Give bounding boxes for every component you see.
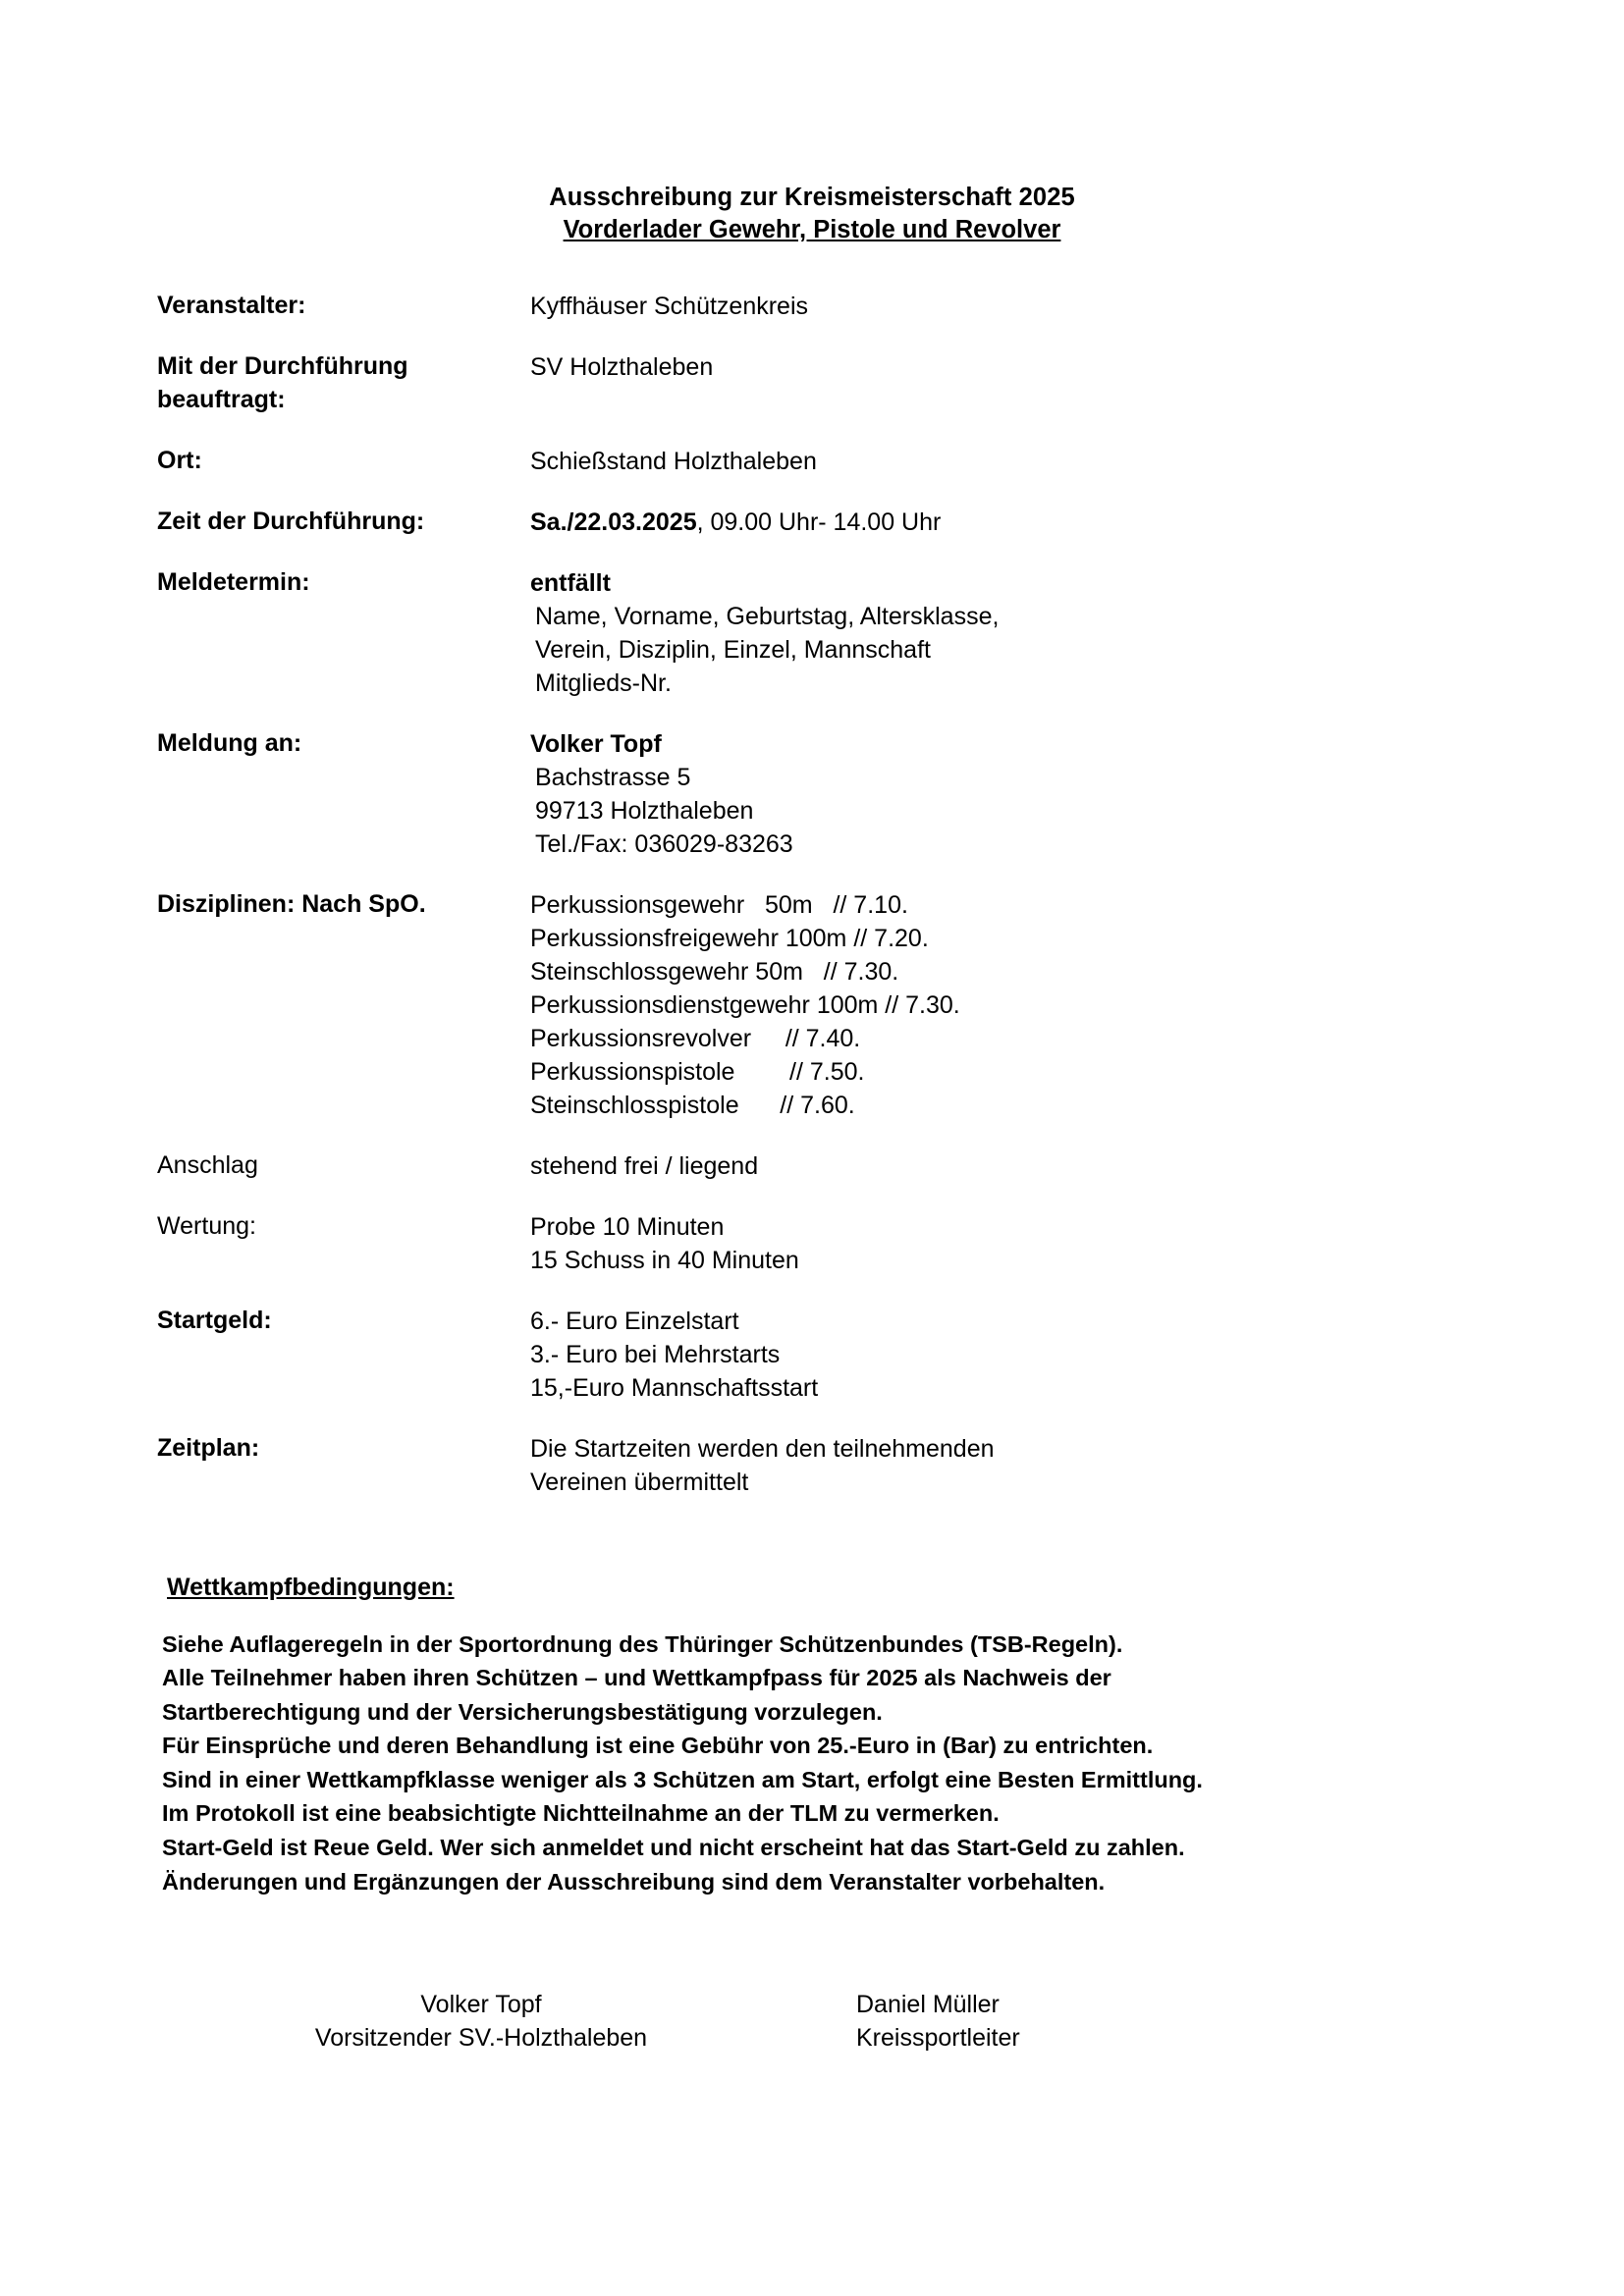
detail-row bbox=[157, 1432, 1467, 1499]
detail-value-line: 6.- Euro Einzelstart bbox=[530, 1307, 739, 1335]
conditions-line: Siehe Auflageregeln in der Sportordnung des Thüringer Schützenbundes (TSB-Regeln). bbox=[162, 1630, 1123, 1657]
detail-row-label: Wertung: bbox=[157, 1211, 256, 1240]
title-line-1: Ausschreibung zur Kreismeisterschaft 2025 bbox=[549, 184, 1075, 211]
detail-value-line: Steinschlosspistole // 7.60. bbox=[530, 1091, 855, 1119]
detail-value-line: Tel./Fax: 036029-83263 bbox=[535, 829, 793, 858]
signature-left-name: Volker Topf bbox=[420, 1991, 542, 2019]
detail-value-line: 15,-Euro Mannschaftsstart bbox=[530, 1373, 819, 1402]
conditions-heading: Wettkampfbedingungen: bbox=[167, 1573, 455, 1601]
detail-row-label: Anschlag bbox=[157, 1150, 258, 1179]
conditions-line: Start-Geld ist Reue Geld. Wer sich anmeldet und nicht erscheint hat das Start-Geld zu zahlen. bbox=[162, 1834, 1185, 1860]
detail-row-value bbox=[530, 1210, 1467, 1277]
detail-row-value bbox=[530, 350, 1467, 384]
detail-row bbox=[157, 290, 1467, 323]
detail-row-label: Veranstalter: bbox=[157, 292, 306, 320]
detail-value-rest: , 09.00 Uhr- 14.00 Uhr bbox=[696, 507, 942, 536]
signature-left bbox=[157, 1989, 795, 2055]
detail-row-label: Startgeld: bbox=[157, 1306, 272, 1334]
detail-row-value bbox=[530, 1149, 1467, 1183]
conditions-line: Änderungen und Ergänzungen der Ausschreibung sind dem Veranstalter vorbehalten. bbox=[162, 1868, 1106, 1895]
signature-right-role: Kreissportleiter bbox=[856, 2023, 1020, 2052]
signature-right bbox=[795, 1989, 1467, 2055]
detail-row-value bbox=[530, 506, 1467, 539]
detail-row bbox=[157, 566, 1467, 700]
conditions-line: Alle Teilnehmer haben ihren Schützen – und Wettkampfpass für 2025 als Nachweis der bbox=[162, 1665, 1111, 1691]
conditions-line: Sind in einer Wettkampfklasse weniger als 3 Schützen am Start, erfolgt eine Besten Ermittlung. bbox=[162, 1766, 1203, 1792]
detail-value-line: Perkussionspistole // 7.50. bbox=[530, 1057, 865, 1086]
detail-value-line: Probe 10 Minuten bbox=[530, 1212, 725, 1241]
detail-value-line: stehend frei / liegend bbox=[530, 1151, 759, 1180]
detail-value-line: Steinschlossgewehr 50m // 7.30. bbox=[530, 957, 899, 986]
detail-value-line: Schießstand Holzthaleben bbox=[530, 447, 817, 475]
detail-row-label: Meldetermin: bbox=[157, 567, 310, 596]
conditions-text bbox=[157, 1628, 1467, 1898]
signature-left-role: Vorsitzender SV.-Holzthaleben bbox=[314, 2023, 648, 2052]
detail-value-line: Bachstrasse 5 bbox=[535, 763, 691, 791]
detail-row bbox=[157, 350, 1467, 417]
detail-value-line: 15 Schuss in 40 Minuten bbox=[530, 1246, 799, 1274]
detail-row-label: Zeitplan: bbox=[157, 1433, 260, 1462]
conditions-line: Im Protokoll ist eine beabsichtigte Nichtteilnahme an der TLM zu vermerken. bbox=[162, 1800, 1000, 1827]
detail-value-emphasis: Sa./22.03.2025 bbox=[530, 507, 697, 536]
detail-row-value bbox=[530, 566, 1467, 700]
detail-row-value bbox=[530, 445, 1467, 478]
detail-value-line: Name, Vorname, Geburtstag, Altersklasse, bbox=[535, 602, 1000, 630]
detail-value-line: Verein, Disziplin, Einzel, Mannschaft bbox=[535, 635, 931, 664]
detail-row bbox=[157, 506, 1467, 539]
detail-value-emphasis: Volker Topf bbox=[530, 729, 662, 758]
detail-value-line: Perkussionsfreigewehr 100m // 7.20. bbox=[530, 924, 929, 952]
document-title bbox=[157, 182, 1467, 246]
detail-row-label: Mit der Durchführung beauftragt: bbox=[157, 352, 408, 414]
conditions-line: Startberechtigung und der Versicherungsbestätigung vorzulegen. bbox=[162, 1698, 883, 1725]
detail-row bbox=[157, 1149, 1467, 1183]
signature-right-name: Daniel Müller bbox=[856, 1991, 1000, 2019]
detail-value-line: Die Startzeiten werden den teilnehmenden bbox=[530, 1434, 995, 1463]
detail-value-line: Perkussionsdienstgewehr 100m // 7.30. bbox=[530, 990, 960, 1019]
detail-value-line: Mitglieds-Nr. bbox=[535, 668, 672, 697]
detail-value-line: Kyffhäuser Schützenkreis bbox=[530, 293, 809, 321]
detail-row-value bbox=[530, 1432, 1467, 1499]
detail-value-line: Perkussionsgewehr 50m // 7.10. bbox=[530, 890, 908, 919]
detail-row-value bbox=[530, 888, 1467, 1122]
detail-value-line: 3.- Euro bei Mehrstarts bbox=[530, 1340, 781, 1368]
detail-rows bbox=[157, 290, 1467, 1499]
detail-row-label: Ort: bbox=[157, 446, 202, 474]
detail-row-value bbox=[530, 727, 1467, 861]
signature-block bbox=[157, 1989, 1467, 2055]
detail-row-label: Disziplinen: Nach SpO. bbox=[157, 889, 426, 918]
detail-row bbox=[157, 445, 1467, 478]
detail-row bbox=[157, 888, 1467, 1122]
detail-row bbox=[157, 1305, 1467, 1405]
detail-row-label: Zeit der Durchführung: bbox=[157, 507, 425, 535]
detail-row bbox=[157, 727, 1467, 861]
detail-row-value bbox=[530, 1305, 1467, 1405]
detail-value-line: 99713 Holzthaleben bbox=[535, 796, 754, 825]
detail-value-emphasis: entfällt bbox=[530, 568, 611, 597]
detail-value-line: Perkussionsrevolver // 7.40. bbox=[530, 1024, 861, 1052]
title-line-2: Vorderlader Gewehr, Pistole und Revolver bbox=[563, 216, 1061, 244]
detail-row-value bbox=[530, 290, 1467, 323]
detail-row-label: Meldung an: bbox=[157, 728, 302, 757]
detail-value-line: Vereinen übermittelt bbox=[530, 1468, 749, 1496]
conditions-line: Für Einsprüche und deren Behandlung ist eine Gebühr von 25.-Euro in (Bar) zu entrichten. bbox=[162, 1733, 1154, 1759]
detail-row bbox=[157, 1210, 1467, 1277]
detail-value-line: SV Holzthaleben bbox=[530, 353, 714, 382]
